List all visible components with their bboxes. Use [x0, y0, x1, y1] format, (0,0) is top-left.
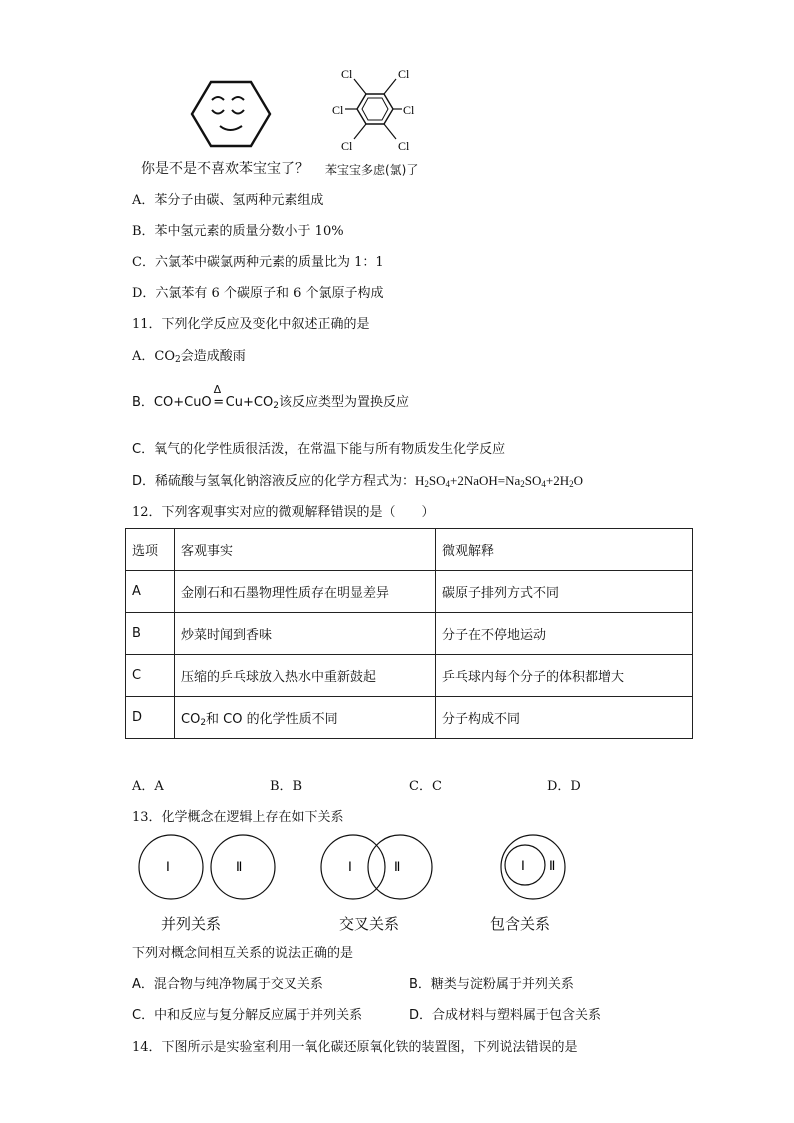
eq-s5: 2: [569, 479, 574, 489]
table-header-row: [126, 529, 693, 571]
venn-parallel-circle-1: [139, 835, 203, 899]
eq-s2: 4: [445, 479, 451, 489]
venn-contain-label-1: Ⅰ: [521, 858, 525, 873]
eq-p1: H: [415, 473, 425, 488]
face-eyebrow-left: [212, 97, 224, 100]
q11-a-prefix: A．CO: [132, 349, 175, 364]
eq-s3: 2: [520, 479, 525, 489]
q10-option-a: A．苯分子由碳、氢两种元素组成: [132, 193, 324, 208]
venn-cross-label-1: Ⅰ: [348, 859, 352, 874]
row-fact: 炒菜时闻到香味: [175, 613, 436, 655]
row-option: C: [126, 655, 175, 697]
row-option: A: [126, 571, 175, 613]
venn-contain-label-2: Ⅱ: [549, 858, 556, 873]
q11-option-d: [132, 473, 583, 490]
q13-option-c: C．中和反应与复分解反应属于并列关系: [132, 1008, 363, 1023]
venn-contain-caption: 包含关系: [490, 915, 551, 933]
table-row: [126, 613, 693, 655]
q14-stem: 14．下图所示是实验室利用一氧化碳还原氧化铁的装置图，下列说法错误的是: [132, 1040, 578, 1055]
q11-option-b: [132, 383, 409, 411]
q11-b-mid: Cu+CO: [225, 395, 274, 410]
hexachlorobenzene-caption: 苯宝宝多虑(氯)了: [325, 163, 419, 177]
hcb-inner-ring: [362, 98, 388, 120]
q11-b-prefix: B．CO+CuO: [132, 395, 212, 410]
venn-contain-inner-circle: [505, 845, 545, 885]
cl-label-left: Cl: [332, 103, 344, 117]
q12-answer-d: D．D: [547, 779, 581, 794]
cl-label-top-right: Cl: [398, 67, 410, 81]
q13-option-d: D．合成材料与塑料属于包含关系: [409, 1008, 602, 1023]
face-mouth: [220, 126, 242, 130]
venn-parallel-label-2: Ⅱ: [236, 859, 243, 874]
cl-label-right: Cl: [403, 103, 415, 117]
cl-label-bottom-left: Cl: [341, 139, 353, 153]
eq-p4: SO: [524, 473, 542, 488]
row-fact: [175, 697, 436, 739]
eq-p6: O: [573, 473, 584, 488]
q10-option-c: C．六氯苯中碳氯两种元素的质量比为 1：1: [132, 255, 384, 270]
venn-cross-caption: 交叉关系: [339, 915, 400, 933]
benzene-caption: 你是不是不喜欢苯宝宝了？: [141, 161, 309, 177]
table-row: [126, 655, 693, 697]
q11-b-equals: =: [213, 395, 225, 410]
row-option: B: [126, 613, 175, 655]
cl-label-bottom-right: Cl: [398, 139, 410, 153]
header-explanation: 微观解释: [436, 529, 693, 571]
fact-sub: 2: [200, 718, 207, 728]
q11-d-prefix: D．稀硫酸与氢氧化钠溶液反应的化学方程式为：: [132, 474, 416, 489]
row-fact: 压缩的乒乓球放入热水中重新鼓起: [175, 655, 436, 697]
q12-table: [125, 528, 693, 739]
row-fact: 金刚石和石墨物理性质存在明显差异: [175, 571, 436, 613]
q11-a-sub: 2: [175, 355, 181, 365]
q13-question: 下列对概念间相互关系的说法正确的是: [132, 946, 354, 961]
face-eyebrow-right: [232, 97, 244, 100]
table-row: [126, 571, 693, 613]
hcb-bond-6: [384, 124, 396, 139]
face-eye-left: [212, 110, 224, 114]
hcb-bond-5: [354, 124, 366, 139]
header-option: 选项: [126, 529, 175, 571]
row-option: D: [126, 697, 175, 739]
venn-parallel-label-1: Ⅰ: [166, 859, 170, 874]
row-explanation: 分子在不停地运动: [436, 613, 693, 655]
q12-stem: 12．下列客观事实对应的微观解释错误的是（ ）: [132, 505, 435, 520]
q11-option-a: [132, 349, 246, 365]
header-fact: 客观事实: [175, 529, 436, 571]
venn-diagrams: [130, 832, 580, 904]
row-explanation: 乒乓球内每个分子的体积都增大: [436, 655, 693, 697]
hcb-bond-1: [354, 79, 366, 94]
eq-p5: +2H: [545, 473, 570, 488]
eq-s4: 4: [541, 479, 546, 489]
eq-p3: +2NaOH=Na: [450, 473, 521, 488]
q11-b-sub: 2: [273, 401, 279, 411]
q11-stem: 11．下列化学反应及变化中叙述正确的是: [132, 317, 370, 332]
hcb-bond-2: [384, 79, 396, 94]
q11-option-c: C．氧气的化学性质很活泼，在常温下能与所有物质发生化学反应: [132, 442, 506, 457]
cl-label-top-left: Cl: [341, 67, 353, 81]
eq-s1: 2: [424, 479, 429, 489]
q13-option-a: A．混合物与纯净物属于交叉关系: [132, 977, 323, 992]
q11-a-suffix: 会造成酸雨: [180, 349, 246, 364]
q13-option-b: B．糖类与淀粉属于并列关系: [409, 977, 574, 992]
table-row: [126, 697, 693, 739]
q11-d-equation: [415, 473, 583, 488]
fact-prefix: CO: [181, 712, 201, 727]
row-explanation: 分子构成不同: [436, 697, 693, 739]
q12-answer-a: A．A: [132, 779, 164, 794]
venn-cross-circle-1: [321, 835, 385, 899]
q11-b-suffix: 该反应类型为置换反应: [278, 395, 409, 410]
q10-option-d: D．六氯苯有 6 个碳原子和 6 个氯原子构成: [132, 286, 384, 301]
eq-p2: SO: [428, 473, 446, 488]
benzene-face-figure: [190, 80, 272, 148]
q10-option-b: B．苯中氢元素的质量分数小于 10%: [132, 224, 344, 239]
venn-parallel-circle-2: [211, 835, 275, 899]
q11-b-arrow: [212, 383, 226, 411]
q12-answer-c: C．C: [409, 779, 442, 794]
q12-answer-b: B．B: [270, 779, 303, 794]
q11-b-delta: Δ: [213, 383, 222, 396]
benzene-hexagon: [192, 82, 270, 146]
fact-suffix: 和 CO 的化学性质不同: [206, 712, 338, 727]
q13-stem: 13．化学概念在逻辑上存在如下关系: [132, 810, 344, 825]
hexachlorobenzene-figure: [330, 62, 420, 158]
row-explanation: 碳原子排列方式不同: [436, 571, 693, 613]
face-eye-right: [232, 110, 244, 114]
venn-cross-label-2: Ⅱ: [394, 859, 401, 874]
venn-parallel-caption: 并列关系: [161, 915, 222, 933]
